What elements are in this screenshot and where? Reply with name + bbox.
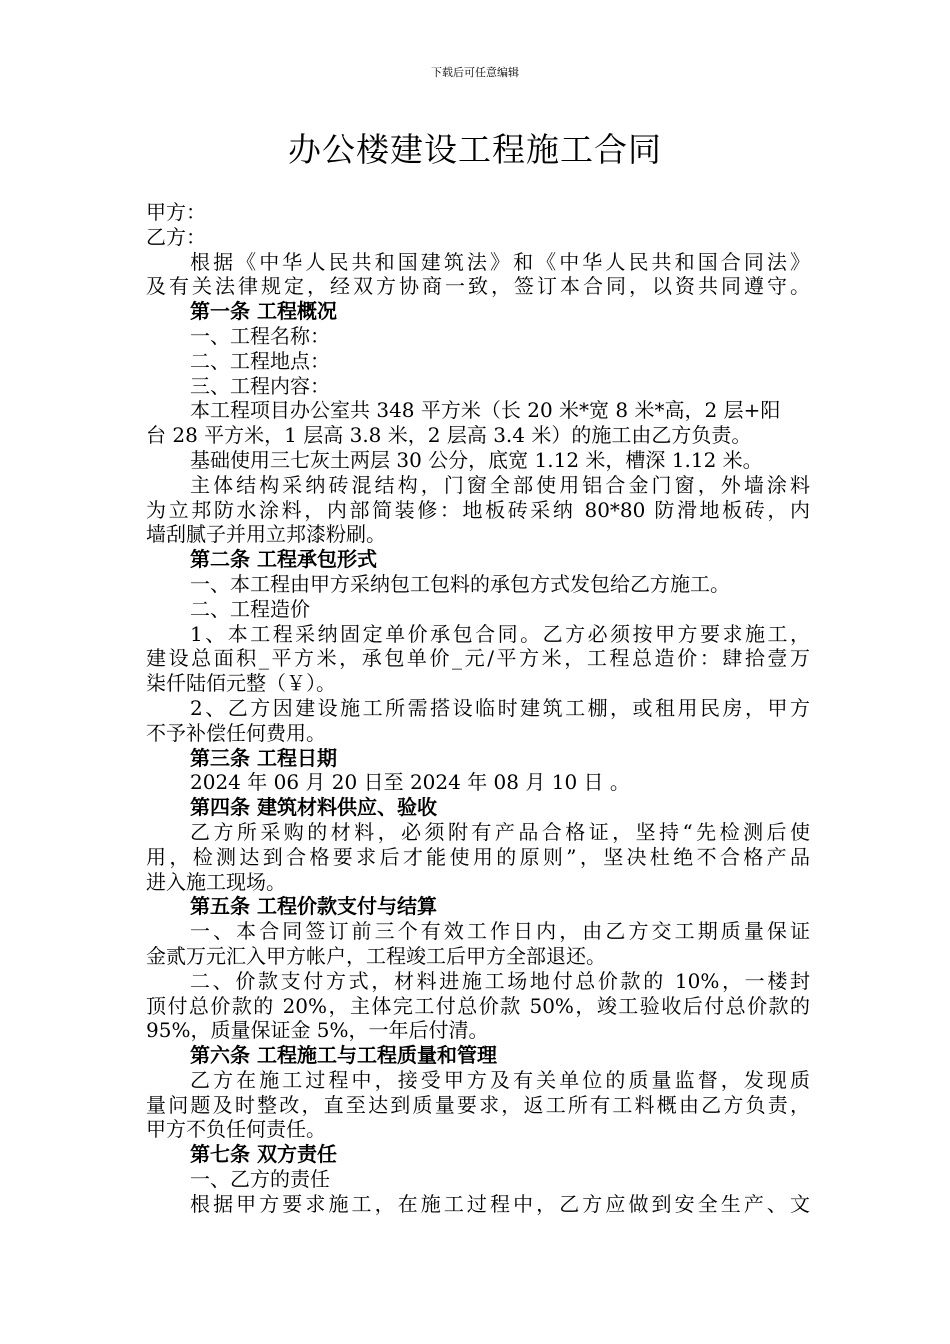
article-heading: 第六条 工程施工与工程质量和管理 — [190, 1043, 497, 1068]
body-line: 三、工程内容： — [190, 373, 330, 398]
body-line: 柒仟陆佰元整（￥）。 — [146, 671, 336, 696]
body-line: 2024 年 06 月 20 日至 2024 年 08 月 10 日 。 — [190, 770, 630, 795]
article-heading: 第四条 建筑材料供应、验收 — [190, 795, 437, 820]
body-line: 二、价款支付方式，材料进施工场地付总价款的 10%，一楼封 — [190, 968, 810, 993]
article-heading: 第七条 双方责任 — [190, 1142, 337, 1167]
body-line: 根据《中华人民共和国建筑法》和《中华人民共和国合同法》 — [190, 249, 810, 274]
body-line: 进入施工现场。 — [146, 869, 286, 894]
body-line: 墙刮腻子并用立邦漆粉刷。 — [146, 522, 386, 547]
body-line: 台 28 平方米，1 层高 3.8 米，2 层高 3.4 米）的施工由乙方负责。 — [146, 423, 752, 448]
contract-body — [146, 200, 810, 1217]
body-line: 乙方： — [146, 224, 206, 249]
body-line: 95%，质量保证金 5%，一年后付清。 — [146, 1018, 489, 1043]
body-line: 本工程项目办公室共 348 平方米（长 20 米*宽 8 米*高，2 层+阳 — [190, 398, 781, 423]
body-line: 乙方在施工过程中，接受甲方及有关单位的质量监督，发现质 — [190, 1067, 810, 1092]
body-line: 一、本工程由甲方采纳包工包料的承包方式发包给乙方施工。 — [190, 571, 730, 596]
article-heading: 第二条 工程承包形式 — [190, 547, 377, 572]
body-line: 二、工程地点： — [190, 348, 330, 373]
body-line: 量问题及时整改，直至达到质量要求，返工所有工料概由乙方负责， — [146, 1092, 810, 1117]
body-line: 甲方： — [146, 200, 206, 224]
body-line: 主体结构采纳砖混结构，门窗全部使用铝合金门窗，外墙涂料 — [190, 472, 810, 497]
body-line: 根据甲方要求施工，在施工过程中，乙方应做到安全生产、文 — [190, 1191, 810, 1216]
body-line: 甲方不负任何责任。 — [146, 1117, 326, 1142]
body-line: 为立邦防水涂料，内部简装修：地板砖采纳 80*80 防滑地板砖，内 — [146, 497, 810, 522]
article-heading: 第五条 工程价款支付与结算 — [190, 894, 437, 919]
body-line: 建设总面积_平方米，承包单价_元/平方米，工程总造价：肆拾壹万 — [146, 646, 810, 671]
header-note: 下载后可任意编辑 — [431, 66, 519, 79]
body-line: 二、工程造价 — [190, 596, 310, 621]
body-line: 不予补偿任何费用。 — [146, 720, 326, 745]
body-line: 金贰万元汇入甲方帐户，工程竣工后甲方全部退还。 — [146, 943, 606, 968]
body-line: 一、工程名称： — [190, 323, 330, 348]
body-line: 一、乙方的责任 — [190, 1167, 330, 1192]
document-title: 办公楼建设工程施工合同 — [288, 130, 662, 169]
body-line: 基础使用三七灰土两层 30 公分，底宽 1.12 米，槽深 1.12 米。 — [190, 447, 763, 472]
body-line: 一、本合同签订前三个有效工作日内，由乙方交工期质量保证 — [190, 919, 810, 944]
body-line: 顶付总价款的 20%，主体完工付总价款 50%，竣工验收后付总价款的 — [146, 993, 810, 1018]
body-line: 用，检测达到合格要求后才能使用的原则”，坚决杜绝不合格产品 — [146, 844, 810, 869]
body-line: 及有关法律规定，经双方协商一致，签订本合同，以资共同遵守。 — [146, 274, 810, 299]
article-heading: 第一条 工程概况 — [190, 299, 337, 324]
body-line: 乙方所采购的材料，必须附有产品合格证，坚持“先检测后使 — [190, 819, 810, 844]
article-heading: 第三条 工程日期 — [190, 745, 337, 770]
body-line: 1、本工程采纳固定单价承包合同。乙方必须按甲方要求施工， — [190, 621, 810, 646]
body-line: 2、乙方因建设施工所需搭设临时建筑工棚，或租用民房，甲方 — [190, 695, 810, 720]
